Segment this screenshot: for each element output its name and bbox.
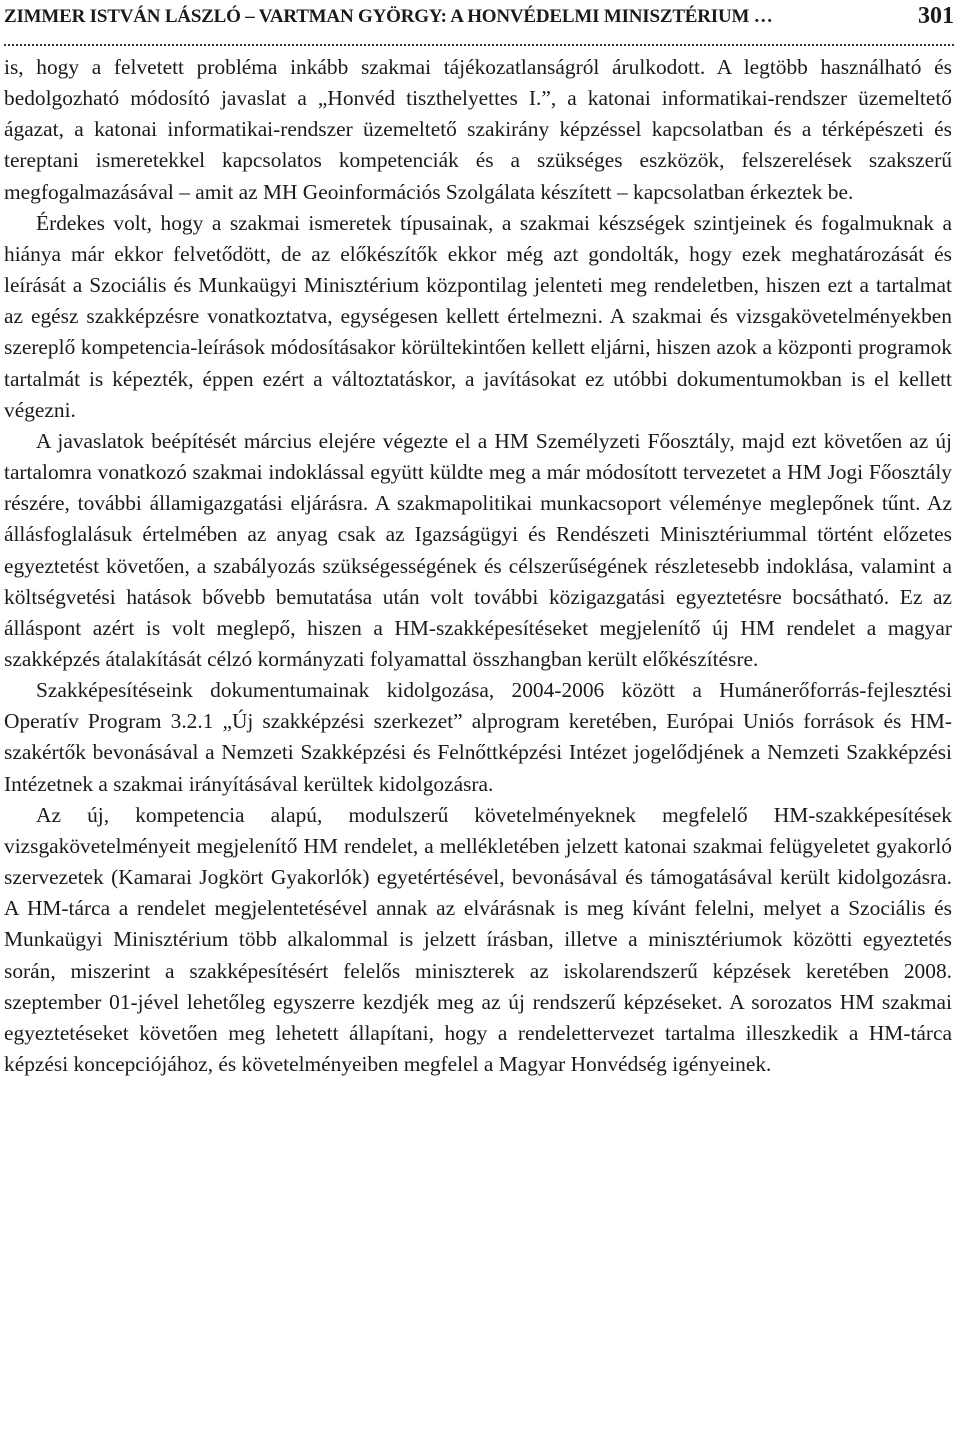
paragraph-new-requirements: Az új, kompetencia alapú, modulszerű követelményeknek megfelelő HM-szakképesítések vizsgakövetelményeit megjelenítő HM rendelet, a mellékletében jelzett katonai szakmai felügyeletet gyakorló szervezetek (Kamarai Jogkört Gyakorlók) egyetértésével, bevonásával és támogatásával került kidolgozásra. A HM-tárca a rendelet megjelentetésével annak az elvárásnak is meg kívánt felelni, melyet a Szociális és Munkaügyi Minisztérium több alkalommal is jelzett írásban, illetve a minisztériumok közötti egyeztetés során, miszerint a szakképesítésért felelős miniszterek az iskolarendszerű képzések keretében 2008. szeptember 01-jével lehetőleg egyszerre kezdjék meg az új rendszerű képzéseket. A sorozatos HM szakmai egyeztetéseket követően meg lehetett állapítani, hogy a rendelettervezet tartalma illeszkedik a HM-tárca képzési koncepciójához, és követelményeiben megfelel a Magyar Honvédség igényeinek. [4,802,952,1076]
header-divider [4,44,954,46]
paragraph-document-development: Szakképesítéseink dokumentumainak kidolgozása, 2004-2006 között a Humánerőforrás-fejlesztési Operatív Program 3.2.1 „Új szakképzési szerkezet” alprogram keretében, Európai Uniós források és HM-szakértők bevonásával a Nemzeti Szakképzési és Felnőttképzési Intézet jogelődjének a Nemzeti Szakképzési Intézetnek a szakmai irányításával kerültek kidolgozásra. [4,678,952,796]
paragraph-continuation: is, hogy a felvetett probléma inkább szakmai tájékozatlanságról árulkodott. A legtöbb használható és bedolgozható módosító javaslat a „Honvéd tiszthelyettes I.”, a katonai informatikai-rendszer üzemeltető ágazat, a katonai informatikai-rendszer üzemeltető szakirány képzéssel kapcsolatban és a térképészeti és tereptani ismeretekkel kapcsolatos kompetenciák és a szükséges eszközök, felszerelések szakszerű megfogalmazásával – amit az MH Geoinformációs Szolgálata készített – kapcsolatban érkeztek be. [4,55,952,204]
running-header [4,2,954,36]
paragraph-competence-descriptions: Érdekes volt, hogy a szakmai ismeretek típusainak, a szakmai készségek szintjeinek és fogalmuknak a hiánya már ekkor felvetődött, de az előkészítők ekkor még azt gondolták, hogy ezek meghatározását és leírását a Szociális és Munkaügyi Minisztérium központilag jelenteti meg rendeletben, hiszen ezt a tartalmat az egész szakképzésre vonatkoztatva, egységesen kellett értelmezni. A szakmai és vizsgakövetelményekben szereplő kompetencia-leírások módosításakor körültekintően kellett eljárni, hiszen azok a központi programok tartalmát is képezték, éppen ezért a változtatáskor, a javításokat ez utóbbi dokumentumokban is el kellett végezni. [4,210,952,422]
page-number: 301 [918,3,954,29]
paragraph-proposals-integration: A javaslatok beépítését március elejére végezte el a HM Személyzeti Főosztály, majd ezt követően az új tartalomra vonatkozó szakmai indoklással együtt küldte meg a már módosított tervezetet a HM Jogi Főosztály részére, további államigazgatási eljárásra. A szakmapolitikai munkacsoport véleménye meglepőnek tűnt. Az állásfoglalásuk értelmében az anyag csak az Igazságügyi és Rendészeti Minisztériummal történt előzetes egyeztetést követően, a szabályozás szükségességének és célszerűségének részletesebb indoklása, valamint a költségvetési hatások bővebb bemutatása után volt további közigazgatási egyeztetésre bocsátható. Ez az álláspont azért is volt meglepő, hiszen a HM-szakképesítéseket megjelenítő új HM rendelet a magyar szakképzés átalakítását célzó kormányzati folyamattal összhangban került előkészítésre. [4,428,952,671]
body-text [4,52,952,1080]
running-title: ZIMMER ISTVÁN LÁSZLÓ – VARTMAN GYÖRGY: A HONVÉDELMI MINISZTÉRIUM … [4,6,773,27]
